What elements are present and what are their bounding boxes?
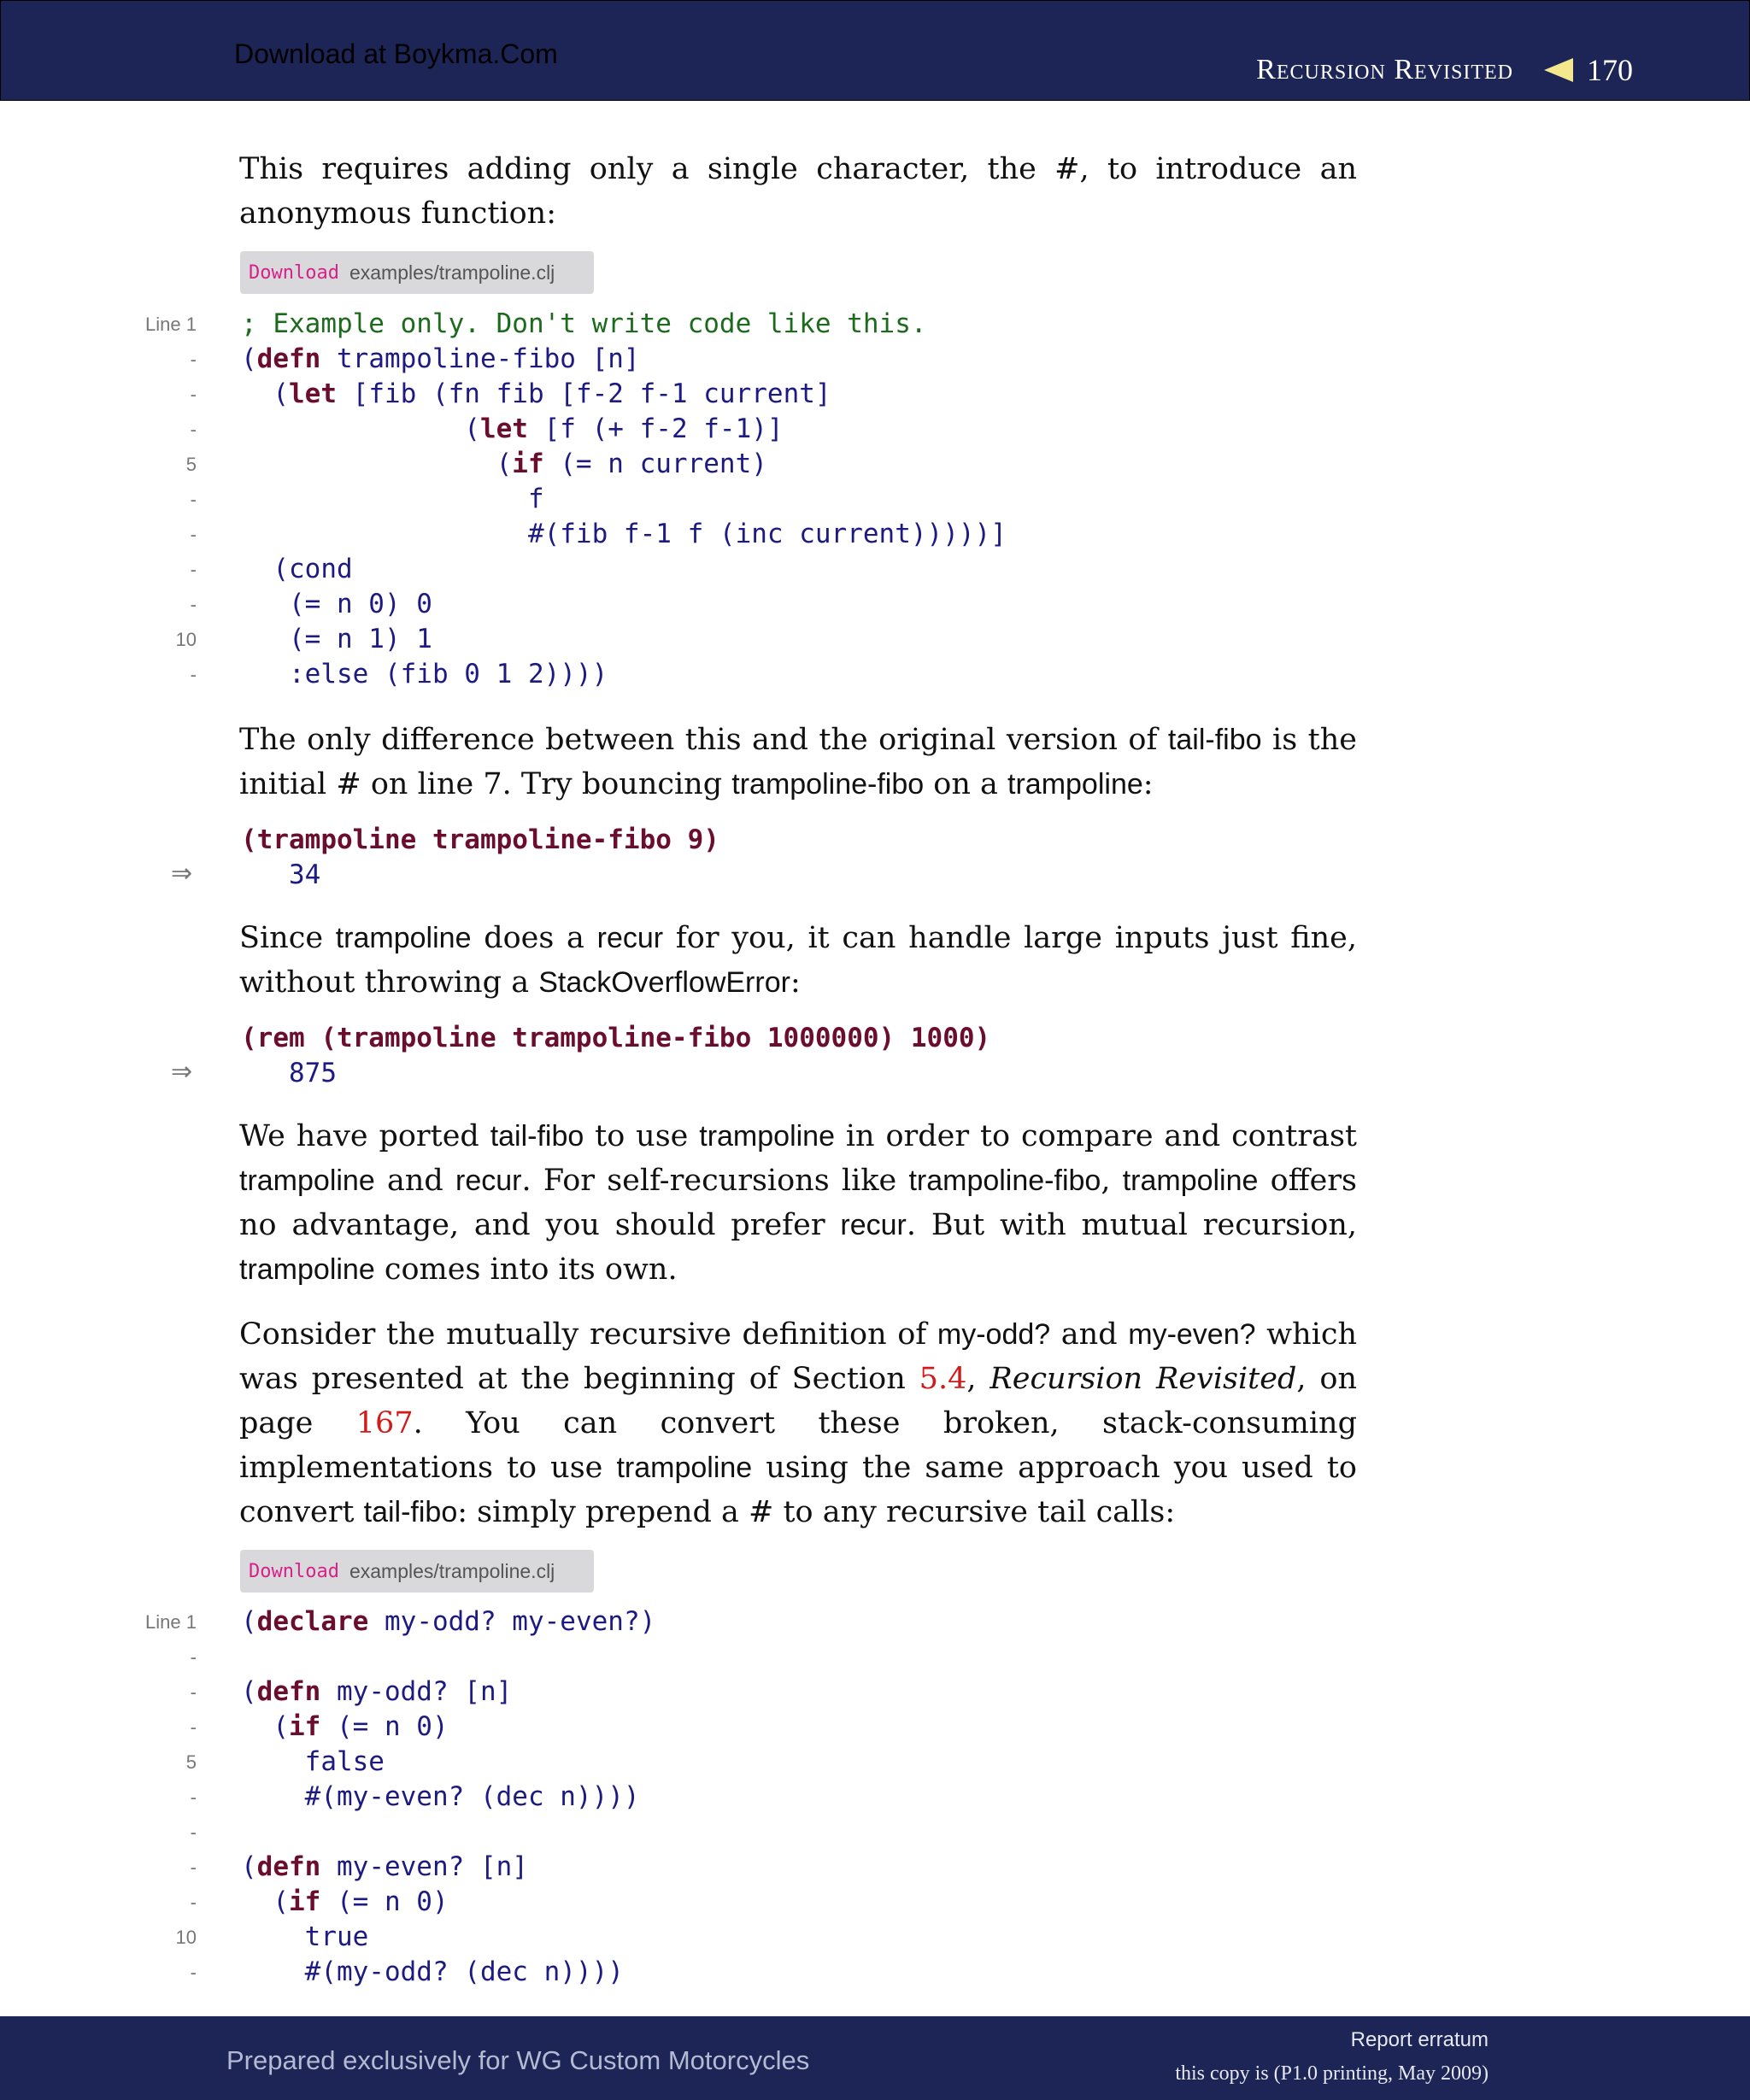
code-block-my-odd-even bbox=[241, 1604, 655, 1990]
download-bar[interactable] bbox=[240, 251, 594, 294]
code-line: (let [fib (fn fib [f-2 f-1 current] bbox=[241, 378, 831, 409]
code-line: ; Example only. Don't write code like this. bbox=[241, 308, 927, 339]
code-line: (defn my-odd? [n] bbox=[241, 1676, 513, 1707]
code-line: false bbox=[241, 1746, 385, 1777]
code-line: f bbox=[241, 484, 544, 514]
page-header bbox=[0, 0, 1750, 101]
paragraph-ported: We have ported tail-fibo to use trampoline in order to compare and contrast trampoline and recur. For self-recursions like trampoline-fibo, trampoline offers no advantage, and you should prefer recur. But with mutual recursion, trampoline comes into its own. bbox=[239, 1119, 1358, 1287]
download-path[interactable]: examples/trampoline.clj bbox=[349, 1559, 555, 1582]
prepared-for-notice: Prepared exclusively for WG Custom Motorcycles bbox=[226, 2045, 810, 2075]
download-site-link[interactable]: Download at Boykma.Com bbox=[234, 38, 558, 69]
repl-output: 875 bbox=[289, 1058, 337, 1088]
repl-input: (trampoline trampoline-fibo 9) bbox=[241, 824, 719, 855]
page-footer bbox=[0, 2016, 1750, 2100]
repl-output: 34 bbox=[289, 859, 321, 890]
chapter-title: Recursion Revisited bbox=[1256, 54, 1513, 85]
code-line: #(my-odd? (dec n)))) bbox=[241, 1956, 624, 1987]
section-reference-link[interactable]: 5.4 bbox=[919, 1362, 967, 1396]
code-line: (defn my-even? [n] bbox=[241, 1851, 528, 1882]
code-line-numbers: Line 1 - - - 5 - - - - 10 - bbox=[145, 1611, 197, 1983]
download-label[interactable]: Download bbox=[249, 261, 339, 284]
code-line: (= n 0) 0 bbox=[241, 589, 432, 619]
code-line: true bbox=[241, 1921, 369, 1952]
code-line: (let [f (+ f-2 f-1)] bbox=[241, 414, 784, 444]
paragraph-mutual-recursion: Consider the mutually recursive definition of my-odd? and my-even? which was presented at the beginning of Section 5.4, Recursion Revisited, on page 167. You can convert these broken, stack-consuming implementations to use trampoline using the same approach you used to convert tail-fibo: simply prepend a # to any recursive tail calls: bbox=[239, 1317, 1357, 1529]
paragraph-large-inputs: Since trampoline does a recur for you, it can handle large inputs just fine, without throwing a StackOverflowError: bbox=[239, 921, 1357, 1000]
code-line: #(my-even? (dec n)))) bbox=[241, 1781, 640, 1812]
repl-input: (rem (trampoline trampoline-fibo 1000000) 1000) bbox=[241, 1023, 991, 1053]
repl-example-1 bbox=[241, 823, 719, 893]
page-number: 170 bbox=[1587, 53, 1633, 87]
result-arrow-icon: ⇒ bbox=[171, 859, 193, 889]
paragraph-intro: This requires adding only a single character, the #, to introduce an anonymous function: bbox=[239, 152, 1357, 231]
code-block-trampoline-fibo bbox=[241, 307, 1007, 692]
code-line: :else (fib 0 1 2)))) bbox=[241, 659, 608, 689]
code-line: (= n 1) 1 bbox=[241, 624, 432, 654]
repl-example-2 bbox=[241, 1021, 990, 1091]
result-arrow-icon: ⇒ bbox=[171, 1057, 193, 1087]
code-line: #(fib f-1 f (inc current)))))] bbox=[241, 519, 1007, 549]
download-label[interactable]: Download bbox=[249, 1560, 339, 1582]
previous-page-arrow-icon[interactable] bbox=[1544, 58, 1573, 82]
code-line: (defn trampoline-fibo [n] bbox=[241, 343, 640, 374]
download-bar[interactable] bbox=[240, 1550, 594, 1593]
report-erratum-link[interactable]: Report erratum bbox=[1350, 2028, 1489, 2051]
copy-info: this copy is (P1.0 printing, May 2009) bbox=[1175, 2062, 1489, 2085]
download-path[interactable]: examples/trampoline.clj bbox=[349, 261, 555, 284]
code-line: (declare my-odd? my-even?) bbox=[241, 1606, 656, 1637]
code-line: (if (= n 0) bbox=[241, 1886, 449, 1917]
running-title bbox=[1256, 52, 1633, 88]
page-reference-link[interactable]: 167 bbox=[355, 1406, 414, 1440]
code-line: (if (= n 0) bbox=[241, 1711, 449, 1742]
code-line: (if (= n current) bbox=[241, 449, 767, 479]
code-line-numbers: Line 1 - - - 5 - - - - 10 - bbox=[145, 314, 197, 685]
code-line: (cond bbox=[241, 554, 353, 584]
paragraph-difference: The only difference between this and the original version of tail-fibo is the initial # on line 7. Try bouncing trampoline-fibo on a trampoline: bbox=[239, 723, 1357, 801]
